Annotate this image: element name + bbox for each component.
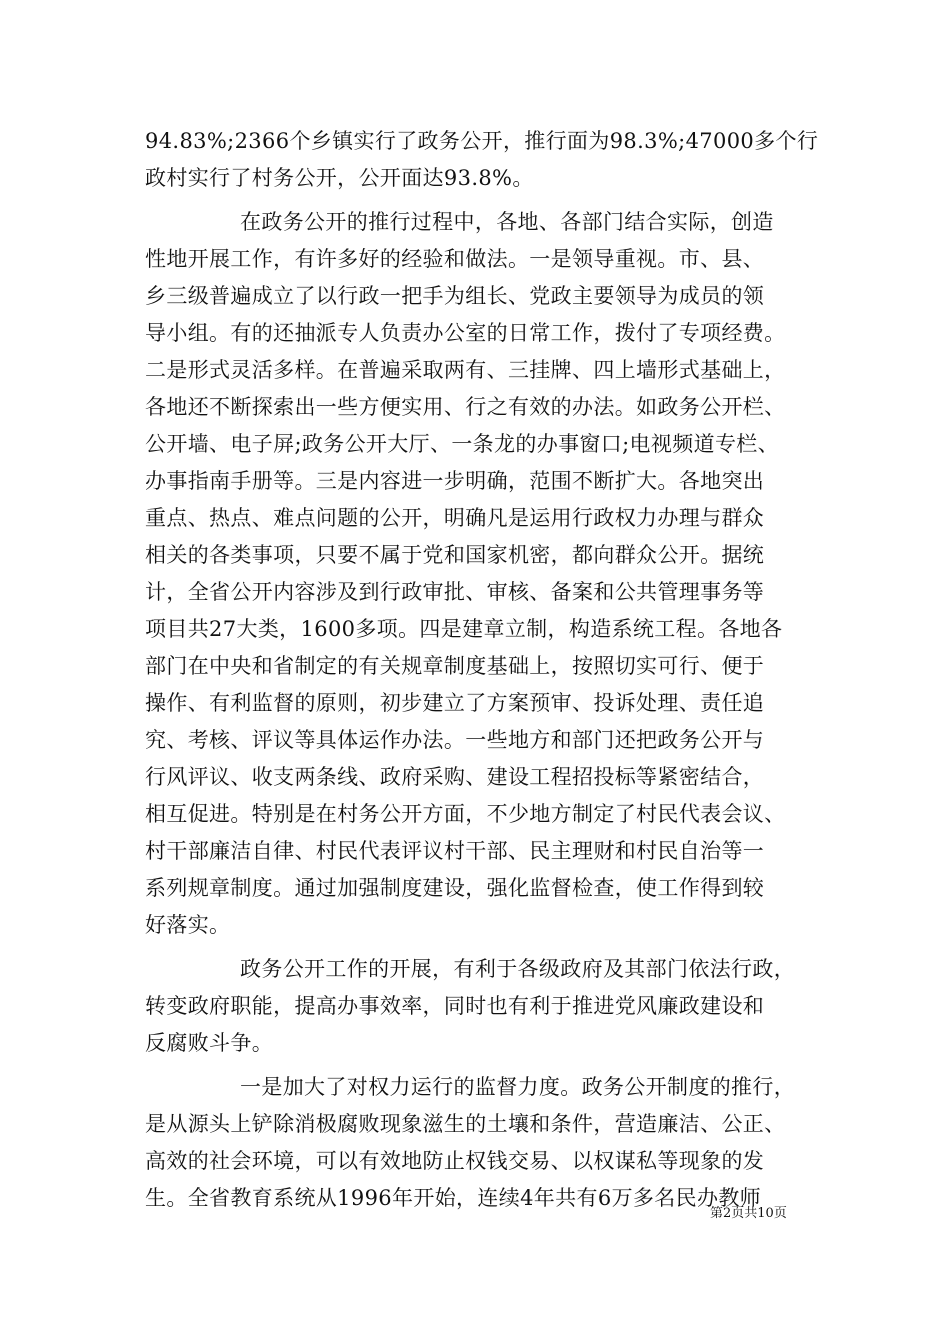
- text-line: 乡三级普遍成立了以行政一把手为组长、党政主要领导为成员的领: [145, 284, 765, 308]
- text-line: 操作、有利监督的原则，初步建立了方案预审、投诉处理、责任追: [145, 691, 765, 715]
- paragraph-start-line: 政务公开工作的开展，有利于各级政府及其部门依法行政，: [240, 957, 796, 981]
- text-line: 导小组。有的还抽派专人负责办公室的日常工作，拨付了专项经费。: [145, 321, 786, 345]
- text-line: 好落实。: [145, 913, 231, 937]
- paragraph-start-line: 一是加大了对权力运行的监督力度。政务公开制度的推行，: [240, 1075, 796, 1099]
- text-line: 村干部廉洁自律、村民代表评议村干部、民主理财和村民自治等一: [145, 839, 765, 863]
- paragraph-start-line: 在政务公开的推行过程中，各地、各部门结合实际，创造: [240, 210, 774, 234]
- text-line: 系列规章制度。通过加强制度建设，强化监督检查，使工作得到较: [145, 876, 765, 900]
- text-line: 是从源头上铲除消极腐败现象滋生的土壤和条件，营造廉洁、公正、: [145, 1112, 786, 1136]
- text-line: 相关的各类事项，只要不属于党和国家机密，都向群众公开。据统: [145, 543, 765, 567]
- text-line: 办事指南手册等。三是内容进一步明确，范围不断扩大。各地突出: [145, 469, 765, 493]
- text-line: 相互促进。特别是在村务公开方面，不少地方制定了村民代表会议、: [145, 802, 786, 826]
- text-line: 高效的社会环境，可以有效地防止权钱交易、以权谋私等现象的发: [145, 1149, 765, 1173]
- text-line: 转变政府职能，提高办事效率，同时也有利于推进党风廉政建设和: [145, 994, 765, 1018]
- text-line: 性地开展工作，有许多好的经验和做法。一是领导重视。市、县、: [145, 247, 765, 271]
- text-line: 公开墙、电子屏;政务公开大厅、一条龙的办事窗口;电视频道专栏、: [145, 432, 779, 456]
- text-line: 行风评议、收支两条线、政府采购、建设工程招投标等紧密结合，: [145, 765, 765, 789]
- text-line: 重点、热点、难点问题的公开，明确凡是运用行政权力办理与群众: [145, 506, 765, 530]
- page-number-footer: 第2页共10页: [710, 1206, 787, 1221]
- text-line: 项目共27大类，1600多项。四是建章立制，构造系统工程。各地各: [145, 617, 783, 641]
- text-line: 究、考核、评议等具体运作办法。一些地方和部门还把政务公开与: [145, 728, 765, 752]
- text-line: 各地还不断探索出一些方便实用、行之有效的办法。如政务公开栏、: [145, 395, 786, 419]
- text-line: 部门在中央和省制定的有关规章制度基础上，按照切实可行、便于: [145, 654, 765, 678]
- text-line: 反腐败斗争。: [145, 1031, 274, 1055]
- text-line: 计，全省公开内容涉及到行政审批、审核、备案和公共管理事务等: [145, 580, 765, 604]
- text-line: 94.83%;2366个乡镇实行了政务公开，推行面为98.3%;47000多个行: [145, 129, 819, 153]
- text-line: 生。全省教育系统从1996年开始，连续4年共有6万多名民办教师: [145, 1186, 762, 1210]
- text-line: 二是形式灵活多样。在普遍采取两有、三挂牌、四上墙形式基础上，: [145, 358, 786, 382]
- text-line: 政村实行了村务公开，公开面达93.8%。: [145, 166, 534, 190]
- body-text: [145, 123, 819, 1217]
